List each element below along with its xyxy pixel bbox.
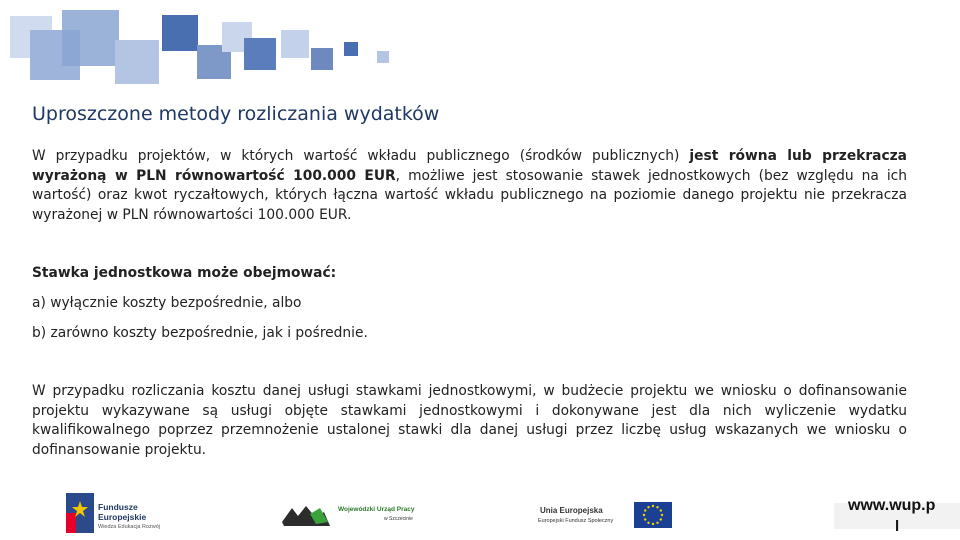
deco-square xyxy=(311,48,333,70)
website-url[interactable]: www.wup.p xyxy=(848,497,936,514)
deco-square xyxy=(281,30,309,58)
list-item-a: a) wyłącznie koszty bezpośrednie, albo xyxy=(32,295,302,311)
deco-square xyxy=(244,38,276,70)
wup-line-1: Wojewódzki Urząd Pracy xyxy=(338,506,415,513)
fe-line-2: Europejskie xyxy=(98,512,147,522)
eu-logo xyxy=(538,502,678,532)
wup-logo xyxy=(280,500,430,530)
list-heading: Stawka jednostkowa może obejmować: xyxy=(32,265,337,281)
fundusze-europejskie-logo xyxy=(62,492,182,534)
eu-line-2: Europejski Fundusz Społeczny xyxy=(538,518,614,524)
paragraph-intro-text-2: , możliwe jest stosowanie stawek jednostkowych (bez względu na ich wartość) oraz kwot ryczałtowych, których łączna wartość wkładu publicznego na poziomie danego projektu nie przekracza wyrażonej w PLN równowartości 100.000 EUR. xyxy=(32,167,907,223)
paragraph-services: W przypadku rozliczania kosztu danej usługi stawkami jednostkowymi, w budżecie projektu we wniosku o dofinansowanie projektu wykazywane są usługi objęte stawkami jednostkowymi i dokonywane jest dla nich wyliczenie wydatku kwalifikowalnego poprzez przemnożenie ustalonej stawki dla danej usługi przez liczbę usług wskazanych we wniosku o dofinansowanie projektu. xyxy=(32,383,907,458)
paragraph-intro xyxy=(32,147,907,225)
eu-line-1: Unia Europejska xyxy=(540,506,603,515)
website-url-continuation[interactable]: l xyxy=(895,518,900,535)
deco-square xyxy=(377,51,389,63)
paragraph-intro-text-1: W przypadku projektów, w których wartość wkładu publicznego (środków publicznych) xyxy=(32,148,690,164)
deco-square xyxy=(62,10,119,66)
list-item-b: b) zarówno koszty bezpośrednie, jak i pośrednie. xyxy=(32,325,368,341)
deco-square xyxy=(115,40,159,84)
eu-flag-icon xyxy=(634,502,672,528)
fe-line-1: Fundusze xyxy=(98,502,138,512)
page-title: Uproszczone metody rozliczania wydatków xyxy=(32,103,440,125)
fe-line-3: Wiedza Edukacja Rozwój xyxy=(98,524,161,530)
deco-square xyxy=(344,42,358,56)
fe-star-icon xyxy=(66,493,94,533)
deco-square xyxy=(162,15,198,51)
wup-emblem-icon xyxy=(280,502,332,528)
wup-line-2: w Szczecinie xyxy=(384,516,413,522)
paragraph-intro-bold: jest równa lub przekracza wyrażoną w PLN równowartość 100.000 EUR xyxy=(32,148,907,184)
